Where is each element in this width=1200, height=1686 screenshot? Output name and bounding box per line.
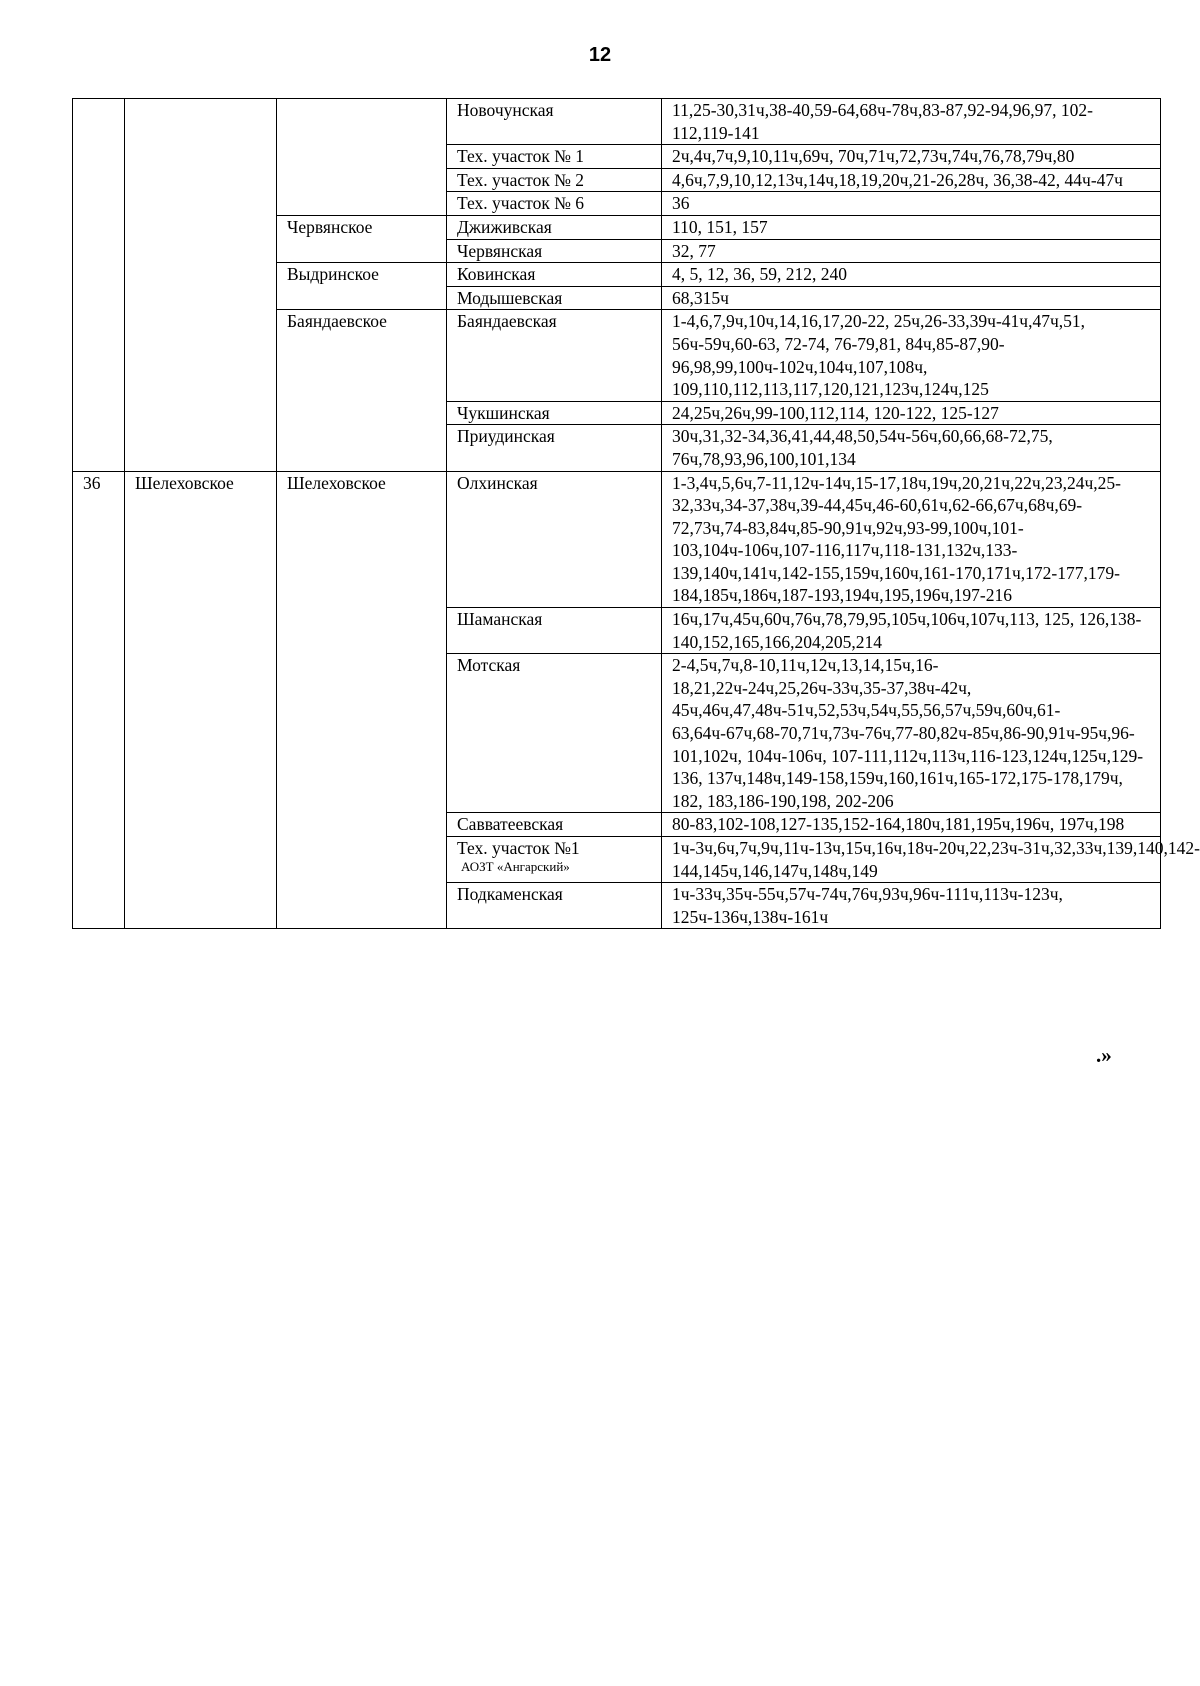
parcels-cell: 24,25ч,26ч,99-100,112,114, 120-122, 125-127 xyxy=(662,401,1161,425)
parcels-cell: 32, 77 xyxy=(662,239,1161,263)
parcels-cell: 1ч-33ч,35ч-55ч,57ч-74ч,76ч,93ч,96ч-111ч,113ч-123ч, 125ч-136ч,138ч-161ч xyxy=(662,883,1161,929)
num-cell: 36 xyxy=(73,471,125,929)
parcels-cell: 2ч,4ч,7ч,9,10,11ч,69ч, 70ч,71ч,72,73ч,74ч,76,78,79ч,80 xyxy=(662,145,1161,169)
area-cell: Джиживская xyxy=(447,215,662,239)
area-cell: Чукшинская xyxy=(447,401,662,425)
parcels-cell: 16ч,17ч,45ч,60ч,76ч,78,79,95,105ч,106ч,107ч,113, 125, 126,138-140,152,165,166,204,205,214 xyxy=(662,608,1161,654)
parcels-cell: 4, 5, 12, 36, 59, 212, 240 xyxy=(662,263,1161,287)
parcels-cell: 1ч-3ч,6ч,7ч,9ч,11ч-13ч,15ч,16ч,18ч-20ч,22,23ч-31ч,32,33ч,139,140,142-144,145ч,146,147ч,148ч,149 xyxy=(662,837,1161,883)
settlement-cell: Баяндаевское xyxy=(277,310,447,471)
parcels-cell: 110, 151, 157 xyxy=(662,215,1161,239)
area-cell: Ковинская xyxy=(447,263,662,287)
parcels-cell: 68,315ч xyxy=(662,286,1161,310)
area-cell: Тех. участок № 1 xyxy=(447,145,662,169)
area-name: Тех. участок №1 xyxy=(457,838,580,858)
district-cell: Шелеховское xyxy=(125,471,277,929)
area-cell: Тех. участок № 2 xyxy=(447,168,662,192)
settlement-cell: Шелеховское xyxy=(277,471,447,929)
page-number: 12 xyxy=(588,44,612,66)
parcels-cell: 36 xyxy=(662,192,1161,216)
closing-quote-mark: .» xyxy=(1096,1043,1112,1067)
num-cell xyxy=(73,99,125,472)
area-cell: Подкаменская xyxy=(447,883,662,929)
district-cell xyxy=(125,99,277,472)
area-cell: Баяндаевская xyxy=(447,310,662,401)
area-cell: Шаманская xyxy=(447,608,662,654)
area-cell: Олхинская xyxy=(447,471,662,608)
forest-areas-table xyxy=(72,98,1200,929)
parcels-cell: 1-4,6,7,9ч,10ч,14,16,17,20-22, 25ч,26-33,39ч-41ч,47ч,51, 56ч-59ч,60-63, 72-74, 76-79,81, 84ч,85-87,90-96,98,99,100ч-102ч,104ч,107,108ч, 109,110,112,113,117,120,121,123ч,124ч,125 xyxy=(662,310,1161,401)
parcels-cell: 11,25-30,31ч,38-40,59-64,68ч-78ч,83-87,92-94,96,97, 102-112,119-141 xyxy=(662,99,1161,145)
area-cell: Савватеевская xyxy=(447,813,662,837)
area-cell: Мотская xyxy=(447,654,662,813)
area-cell xyxy=(447,837,662,883)
parcels-cell: 30ч,31,32-34,36,41,44,48,50,54ч-56ч,60,66,68-72,75, 76ч,78,93,96,100,101,134 xyxy=(662,425,1161,471)
area-subtitle: АОЗТ «Ангарский» xyxy=(461,858,570,874)
settlement-cell: Выдринское xyxy=(277,263,447,310)
settlement-cell: Червянское xyxy=(277,215,447,262)
parcels-cell: 2-4,5ч,7ч,8-10,11ч,12ч,13,14,15ч,16-18,21,22ч-24ч,25,26ч-33ч,35-37,38ч-42ч, 45ч,46ч,47,48ч-51ч,52,53ч,54ч,55,56,57ч,59ч,60ч,61-63,64ч-67ч,68-70,71ч,73ч-76ч,77-80,82ч-85ч,86-90,91ч-95ч,96-101,102ч, 104ч-106ч, 107-111,112ч,113ч,116-123,124ч,125ч,129-136, 137ч,148ч,149-158,159ч,160,161ч,165-172,175-178,179ч, 182, 183,186-190,198, 202-206 xyxy=(662,654,1161,813)
parcels-cell: 80-83,102-108,127-135,152-164,180ч,181,195ч,196ч, 197ч,198 xyxy=(662,813,1161,837)
parcels-cell: 4,6ч,7,9,10,12,13ч,14ч,18,19,20ч,21-26,28ч, 36,38-42, 44ч-47ч xyxy=(662,168,1161,192)
area-cell: Модышевская xyxy=(447,286,662,310)
settlement-cell xyxy=(277,99,447,216)
area-cell: Приудинская xyxy=(447,425,662,471)
table-row xyxy=(73,99,1161,145)
area-cell: Червянская xyxy=(447,239,662,263)
table-row xyxy=(73,471,1161,608)
area-cell: Тех. участок № 6 xyxy=(447,192,662,216)
area-cell: Новочунская xyxy=(447,99,662,145)
parcels-cell: 1-3,4ч,5,6ч,7-11,12ч-14ч,15-17,18ч,19ч,20,21ч,22ч,23,24ч,25-32,33ч,34-37,38ч,39-44,45ч,46-60,61ч,62-66,67ч,68ч,69-72,73ч,74-83,84ч,85-90,91ч,92ч,93-99,100ч,101-103,104ч-106ч,107-116,117ч,118-131,132ч,133-139,140ч,141ч,142-155,159ч,160ч,161-170,171ч,172-177,179-184,185ч,186ч,187-193,194ч,195,196ч,197-216 xyxy=(662,471,1161,608)
